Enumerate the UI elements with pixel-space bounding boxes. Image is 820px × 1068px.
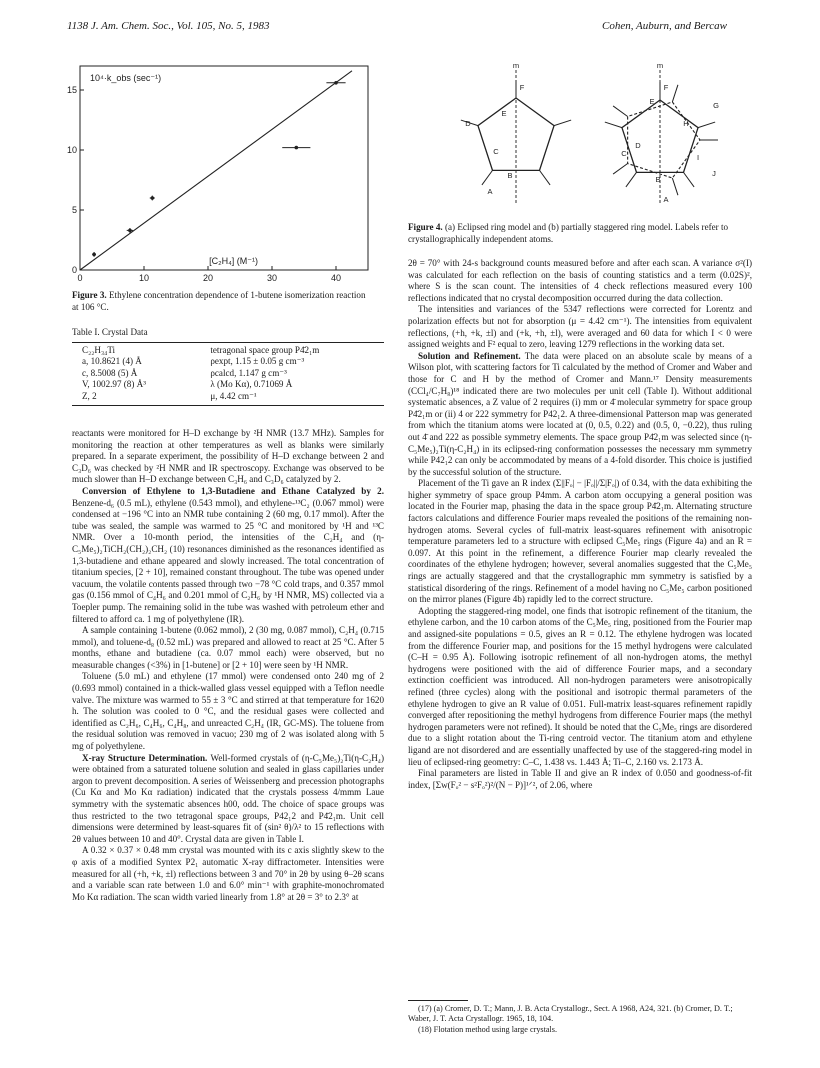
data-point	[151, 196, 155, 200]
methyl-bond-a	[554, 120, 571, 126]
right-paragraph-3-body: The data were placed on an absolute scale by means of a Wilson plot, with scattering factors for Ti calculated by the method of Cromer and Waber and those for C and H by the method of Cromer and Mann.¹⁷ Density measurements (CCl₄/C₇H₈)¹⁸ indicated there are two molecules per unit cell (Table I). Without additional systematic absences, a Z value of 2 requires (i) mm or 4̄ molecular symmetry for space group P4̄2₁m or (ii) 4 or 222 symmetry for P42₁2. A three-dimensional Patterson map was generated from which the titanium atoms were located at (0, 0.5, 0.22) and (0.5, 0, −0.22), thus ruling out 4̄ and 222 as possible symmetry elements. The space group P4̄2₁m was selected since (η-C₅Me₅)₂Ti(η-C₂H₄) in its eclipsed-ring conformation possesses the necessary mm symmetry while P42₁2 can only be accommodated by means of a 4-fold disorder. This choice is justified by the successful solution of the structure.	[408, 350, 752, 477]
x-tick-label: 20	[202, 273, 214, 283]
atom-label-E: E	[501, 109, 507, 118]
atom-label-B: B	[507, 171, 513, 180]
methyl-bond-b	[613, 164, 628, 175]
atom-label-F-b: F	[663, 83, 669, 92]
methyl-bond-a	[540, 170, 551, 185]
figure3-caption-text: Ethylene concentration dependence of 1-butene isomerization reaction at 106 °C.	[72, 290, 366, 312]
running-header-right: Cohen, Auburn, and Bercaw	[602, 20, 727, 32]
left-paragraph-5	[72, 753, 384, 846]
table1-cell-left: Z, 2	[82, 390, 97, 401]
y-axis-label: 10⁴·k_obs (sec⁻¹)	[90, 73, 162, 83]
section-heading-solution: Solution and Refinement.	[418, 350, 521, 361]
figure4-diagram	[448, 60, 738, 210]
figure3-chart	[68, 60, 378, 300]
plot-frame	[80, 66, 368, 270]
table1	[72, 327, 384, 406]
left-paragraph-5-body: Well-formed crystals of (η-C₅Me₅)₂Ti(η-C₂H₄) were obtained from a saturated toluene solution and sealed in glass capillaries under argon to prevent decomposition. A series of Weissenberg and precession photographs (Cu Kα and Mo Kα radiation) indicated that the crystals possess 4/mmm Laue symmetry with the systematic absences h00, odd. The choice of space groups was thus restricted to the two tetragonal space groups, P42₁2 and P4̄2₁m. Unit cell dimensions were determined by least-squares fit of (sin² θ)/λ² to 15 reflections with 2θ values between 10 and 40°. Crystal data are given in Table I.	[72, 752, 385, 844]
atom-label-A: A	[487, 187, 493, 196]
table1-cell-left: V, 1002.97 (8) Å³	[82, 379, 146, 390]
left-paragraph-6: A 0.32 × 0.37 × 0.48 mm crystal was mounted with its c axis slightly skew to the φ axis of a modified Syntex P2₁ automatic X-ray diffractometer. Intensities were measured for all (+h, +k, ±l) reflections between 3 and 70° in 2θ by using θ–2θ scans and a variable scan rate between 1.0 and 6.0° min⁻¹ with graphite-monochromated Mo Kα radiation. The scan width varied linearly from 1.8° at 2θ = 3° to 2.3° at	[72, 845, 384, 902]
section-heading-xray: X-ray Structure Determination.	[82, 752, 208, 763]
atom-label-D: D	[465, 119, 471, 128]
right-paragraph-3	[408, 351, 752, 479]
table1-cell-right: ρexpt, 1.15 ± 0.05 g cm⁻³	[210, 356, 305, 367]
x-tick-label: 0	[77, 273, 83, 283]
left-paragraph-1: reactants were monitored for H–D exchange by ²H NMR (13.7 MHz). Samples for monitoring the reaction at other temperatures as well as blanks were similarly prepared. In a separate experiment, the possibility of H–D exchange between 2 and C₃D₆ was checked by ²H NMR and IR spectroscopy. Exchange was observed to be much slower than H–D exchange between C₃H₆ and C₃D₆ catalyzed by 2.	[72, 428, 384, 485]
right-paragraph-6: Final parameters are listed in Table II and give an R index of 0.050 and goodness-of-fit index, [Σw(Fₒ² − s²Fₒ²)²/(N − P)]¹ᐟ², of 2.06, where	[408, 768, 752, 790]
y-tick-label: 5	[71, 205, 77, 215]
x-tick-label: 30	[266, 273, 278, 283]
methyl-bond-b	[698, 122, 715, 128]
atom-label-I: I	[696, 153, 700, 162]
left-paragraph-2-body: Benzene-d₆ (0.5 mL), ethylene (0.543 mmol), and ethylene-¹³C₂ (0.067 mmol) were condensed at −196 °C into an NMR tube containing 2 (60 mg, 0.17 mmol). After the tube was sealed, the sample was warmed to 25 °C and monitored by ¹H and ¹³C NMR. Over a 10-month period, the intensities of the C₂H₄ and (η-C₅Me₅)₂TiCH₂(CH₂)₂CH₂ (10) resonances diminished as the resonances identified as 1,3-butadiene and ethane appeared and slowly increased. The total concentration of titanium species, [2 + 10], remained constant throughout. The tube was opened under vacuum, the volatile contents passed through two −78 °C cold traps, and 0.357 mmol gas (0.156 mmol of C₄H₆ and 0.201 mmol of C₂H₆ by ¹H NMR, MS) collected via a Toepler pump. The remaining solid in the tube was washed with petroleum ether and filtered to afford ca. 1 mg of polyethylene (IR).	[72, 497, 384, 624]
footnote-18: (18) Flotation method using large crystals.	[418, 1024, 558, 1034]
y-tick-label: 15	[66, 85, 77, 95]
atom-label-F: F	[519, 83, 525, 92]
figure4-label: Figure 4.	[408, 222, 443, 232]
methyl-bond-b	[605, 122, 622, 128]
right-column	[408, 258, 752, 791]
y-tick-label: 10	[66, 145, 77, 155]
ring-b-2	[628, 102, 700, 178]
left-column	[72, 428, 384, 903]
methyl-bond-b	[684, 172, 695, 187]
right-paragraph-4: Placement of the Ti gave an R index (Σ||Fₒ| − |Fₒ||/Σ|Fₒ|) of 0.34, with the data exhibiting the higher symmetry of space group P4mm. A carbon atom occupying a general position was located in the Fourier map, phasing the data in the space group P4̄2₁m. Alternating structure factors calculations and difference Fourier maps revealed the positions of the remaining non-hydrogen atoms. Several cycles of full-matrix least-squares refinement with anisotropic temperature parameters led to a structure with eclipsed C₅Me₅ rings (Figure 4a) and an R = 0.097. At this point in the refinement, a difference Fourier map clearly revealed the coordinates of the ethylene hydrogen; however, several anomalies suggested that the C₅Me₅ rings are actually staggered and that the crystallographic mm symmetry is satisfied by a statistical disordering of the rings. Refinement of a model having no C₅Me₅ carbon positioned on the mirror planes (Figure 4b) rapidly led to the correct structure.	[408, 478, 752, 605]
table1-cell-right: λ (Mo Kα), 0.71069 Å	[210, 379, 293, 390]
right-paragraph-5: Adopting the staggered-ring model, one finds that isotropic refinement of the titanium, the ethylene carbon, and the 10 carbon atoms of the C₅Me₅ ring, positioned from the Fourier map and assigned-site populations = 0.5, gives an R = 0.12. The ethylene hydrogen was located from the difference Fourier map, and positions for the 15 methyl hydrogens were calculated (C–H = 0.95 Å). Following isotropic refinement of all non-hydrogen atoms, the methyl hydrogens were positioned with the aid of difference Fourier maps, and a secondary extinction coefficient was introduced. All non-hydrogen parameters were anisotropically refined (three cycles) along with the positional and isotropic thermal parameters of the ethylene hydrogen to give an R value of 0.051. Full-matrix least-squares refinement rapidly converged after repositioning the methyl hydrogens from difference Fourier maps (the methyl hydrogen parameters were not refined). It should be noted that the C₅Me₅ rings are disordered due to a slight rotation about the Ti-ring centroid vector. The titanium atom and ethylene ligand are not disordered and are essentially unaffected by use of the staggered-ring model in lieu of eclipsed-ring geometry: C–C, 1.438 vs. 1.443 Å; Ti–C, 2.160 vs. 2.173 Å.	[408, 605, 752, 767]
footnote-17: (17) (a) Cromer, D. T.; Mann, J. B. Acta Crystallogr., Sect. A 1968, A24, 321. (b) Cromer, D. T.; Waber, J. T. Acta Crystallogr. 1965, 18, 104.	[408, 1004, 733, 1024]
table1-cell-right: μ, 4.42 cm⁻¹	[210, 390, 257, 401]
atom-label-A-b: A	[663, 195, 669, 204]
table1-row	[72, 345, 384, 357]
table1-cell-left: c, 8.5008 (5) Å	[82, 367, 138, 378]
data-point	[334, 81, 338, 85]
table1-cell-left: C₂₂H₃₄Ti	[82, 344, 116, 355]
atom-label-E-b: E	[649, 97, 655, 106]
right-paragraph-1: 2θ = 70° with 24-s background counts measured before and after each scan. A variance σ²(I) was calculated for each reflection on the basis of counting statistics and a term (0.02S)², where S is the scan count. The intensities of 4 check reflections measured every 100 reflections indicated that no crystal decomposition occurred during the data collection.	[408, 258, 752, 303]
x-axis-label: [C₂H₄] (M⁻¹)	[209, 256, 259, 266]
figure4-caption-text: (a) Eclipsed ring model and (b) partially staggered ring model. Labels refer to crystallographically independent atoms.	[408, 222, 729, 244]
mirror-label-b: m	[656, 61, 664, 70]
data-point	[92, 253, 96, 257]
methyl-bond-a	[482, 170, 493, 185]
table1-row	[72, 356, 384, 368]
atom-label-J: J	[712, 169, 716, 178]
figure4-caption	[408, 222, 752, 245]
x-tick-label: 40	[330, 273, 342, 283]
left-paragraph-4: Toluene (5.0 mL) and ethylene (17 mmol) were condensed onto 240 mg of 2 (0.693 mmol) contained in a thick-walled glass vessel equipped with a Teflon needle valve. The mixture was warmed to 55 ± 3 °C and stirred at that temperature for 1620 h. The solution was cooled to 0 °C, and the residual gases were collected and identified as C₂H₆, C₄H₆, C₄H₈, and unreacted C₂H₄ (IR, GC-MS). The toluene from the residual solution was removed in vacuo; 230 mg of 2 was isolated along with 5 mg of polyethylene.	[72, 671, 384, 752]
fit-line	[80, 71, 352, 270]
methyl-bond-b	[672, 85, 678, 102]
methyl-bond-b	[613, 106, 628, 117]
running-header-left: 1138 J. Am. Chem. Soc., Vol. 105, No. 5, 1983	[67, 20, 270, 32]
table1-cell-right: ρcalcd, 1.147 g cm⁻³	[210, 367, 287, 378]
atom-label-D-b: D	[635, 141, 641, 150]
y-tick-label: 0	[71, 265, 77, 275]
figure3-caption	[72, 290, 372, 313]
left-paragraph-3: A sample containing 1-butene (0.062 mmol), 2 (30 mg, 0.087 mmol), C₂H₄ (0.715 mmol), and toluene-d₈ (0.52 mL) was prepared and allowed to react at 25 °C. After 5 months, ethane and butadiene (ca. 0.07 mmol each) were observed, but no measurable changes (<3%) in [1-butene] or [2 + 10] were seen by ¹H NMR.	[72, 625, 384, 670]
data-point	[128, 229, 132, 233]
methyl-bond-b	[672, 178, 678, 195]
ring-a	[478, 98, 554, 170]
right-paragraph-2: The intensities and variances of the 5347 reflections were corrected for Lorentz and polarization effects but not for absorption (μ = 4.42 cm⁻¹). The intensities from equivalent reflections, (+h, +k, ±l) and (+k, +h, ±l), were averaged and 60 data for which I < 0 were assigned weights and F² equal to zero, leaving 1279 reflections in the working data set.	[408, 304, 752, 350]
table1-title: Table I. Crystal Data	[72, 327, 148, 337]
methyl-bond-b	[626, 172, 637, 187]
data-point	[295, 146, 299, 150]
x-tick-label: 10	[138, 273, 150, 283]
table1-row	[72, 368, 384, 380]
table1-row	[72, 391, 384, 403]
atom-label-G: G	[713, 101, 719, 110]
table1-row	[72, 379, 384, 391]
atom-label-H: H	[683, 119, 689, 128]
atom-label-C: C	[493, 147, 499, 156]
figure3-label: Figure 3.	[72, 290, 107, 300]
atom-label-C-b: C	[621, 149, 627, 158]
footnotes	[408, 1000, 752, 1035]
table1-cell-right: tetragonal space group P4̄2₁m	[210, 344, 320, 355]
section-heading-conversion: Conversion of Ethylene to 1,3-Butadiene and Ethane Catalyzed by 2.	[82, 485, 384, 496]
atom-label-B-b: B	[655, 175, 661, 184]
table1-cell-left: a, 10.8621 (4) Å	[82, 356, 142, 367]
left-paragraph-2	[72, 486, 384, 625]
mirror-label-a: m	[512, 61, 520, 70]
